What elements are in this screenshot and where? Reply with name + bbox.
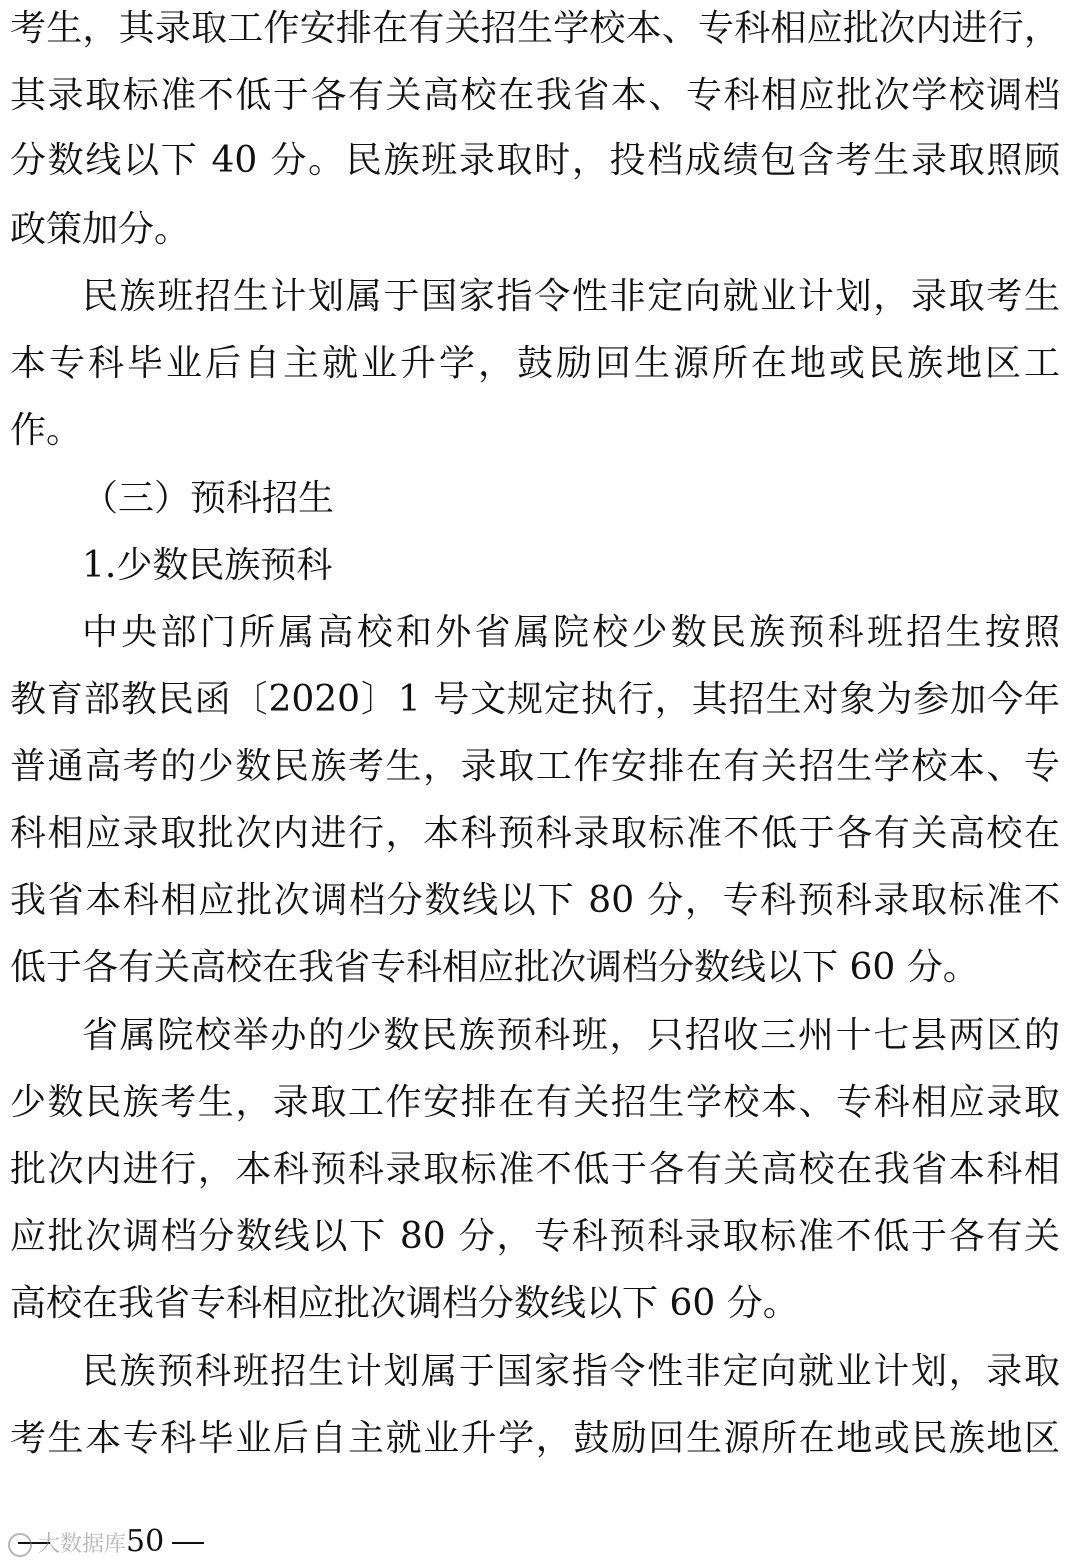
section-heading: （三）预科招生 (82, 478, 335, 519)
text-line: 其录取标准不低于各有关高校在我省本、专科相应批次学校调档 (10, 75, 1060, 116)
watermark (8, 1530, 126, 1560)
text-line: 作。 (10, 410, 83, 451)
text-line: 批次内进行，本科预科录取标准不低于各有关高校在我省本科相 (10, 1149, 1060, 1190)
subsection-heading: 1.少数民族预科 (82, 545, 333, 586)
text-line: 政策加分。 (10, 209, 191, 250)
text-line: 少数民族考生，录取工作安排在有关招生学校本、专科相应录取 (10, 1082, 1060, 1123)
text-line: 民族班招生计划属于国家指令性非定向就业计划，录取考生 (82, 276, 1060, 317)
text-line: 低于各有关高校在我省专科相应批次调档分数线以下 60 分。 (10, 947, 979, 988)
text-line: 教育部教民函〔2020〕1 号文规定执行，其招生对象为参加今年 (10, 679, 1060, 720)
text-line: 中央部门所属高校和外省属院校少数民族预科班招生按照 (82, 612, 1060, 653)
watermark-logo-icon (8, 1533, 32, 1557)
text-line: 考生，其录取工作安排在有关招生学校本、专科相应批次内进行， (10, 8, 1060, 49)
text-line: 本专科毕业后自主就业升学，鼓励回生源所在地或民族地区工 (10, 343, 1060, 384)
page-number: 50 (126, 1524, 165, 1559)
text-line: 民族预科班招生计划属于国家指令性非定向就业计划，录取 (82, 1351, 1060, 1392)
text-line: 科相应录取批次内进行，本科预科录取标准不低于各有关高校在 (10, 813, 1060, 854)
text-line: 分数线以下 40 分。民族班录取时，投档成绩包含考生录取照顾 (10, 140, 1060, 181)
text-line: 普通高考的少数民族考生，录取工作安排在有关招生学校本、专 (10, 746, 1060, 787)
watermark-text: 大数据库 (38, 1532, 127, 1557)
text-line: 我省本科相应批次调档分数线以下 80 分，专科预科录取标准不 (10, 880, 1060, 921)
footer-dash-right (172, 1542, 204, 1544)
text-line: 应批次调档分数线以下 80 分，专科预科录取标准不低于各有关 (10, 1216, 1060, 1257)
text-line: 考生本专科毕业后自主就业升学，鼓励回生源所在地或民族地区 (10, 1418, 1060, 1459)
text-line: 省属院校举办的少数民族预科班，只招收三州十七县两区的 (82, 1015, 1060, 1056)
text-line: 高校在我省专科相应批次调档分数线以下 60 分。 (10, 1283, 799, 1324)
